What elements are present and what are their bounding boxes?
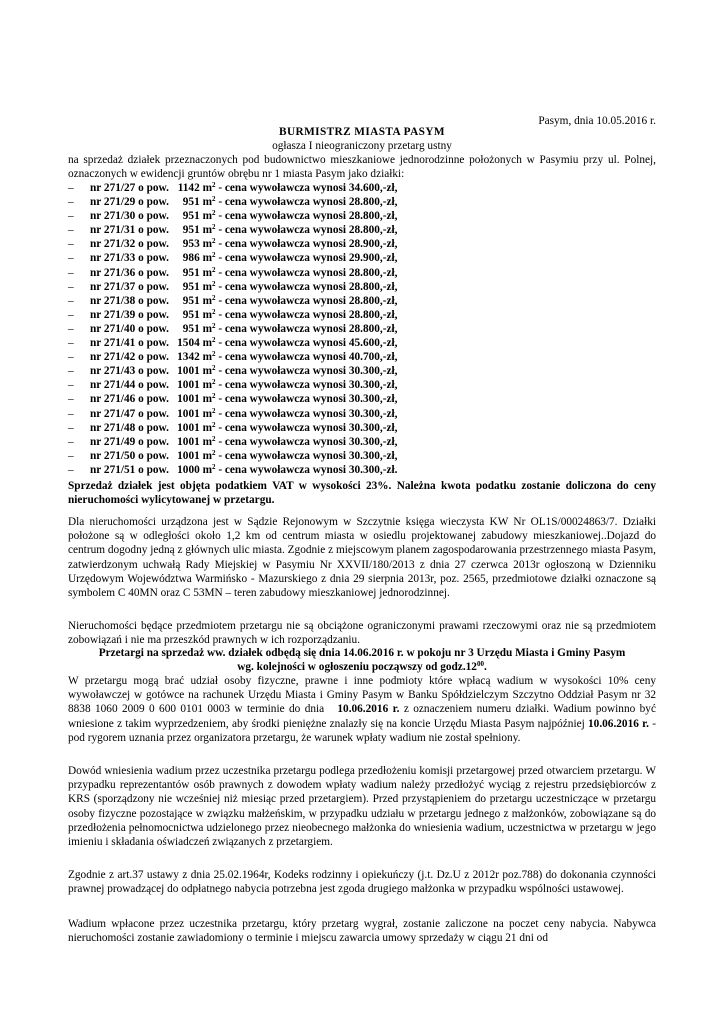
plot-price: 28.800,-zł, <box>348 308 398 321</box>
wadium-date-1: 10.06.2016 r. <box>337 703 400 716</box>
plot-number: nr 271/32 <box>90 238 136 251</box>
plot-price-label: - cena wywoławcza wynosi <box>218 252 347 265</box>
plot-number: nr 271/42 <box>90 351 136 364</box>
plot-number: nr 271/33 <box>90 252 136 265</box>
plot-area: 951 <box>182 224 200 237</box>
plot-area-prefix: o pow. <box>138 337 169 350</box>
plot-list <box>68 181 656 477</box>
plot-price: 28.800,-zł, <box>348 294 398 307</box>
plot-area: 986 <box>182 252 200 265</box>
plot-price: 30.300,-zł. <box>348 463 398 476</box>
plot-price: 45.600,-zł, <box>348 337 398 350</box>
plot-area-prefix: o pow. <box>138 224 169 237</box>
auction-announcement <box>68 646 656 674</box>
plot-price: 30.300,-zł, <box>348 435 398 448</box>
plot-price-label: - cena wywoławcza wynosi <box>218 196 347 209</box>
plot-number: nr 271/51 <box>90 463 136 476</box>
plot-price-label: - cena wywoławcza wynosi <box>218 294 347 307</box>
plot-text <box>90 280 397 294</box>
plot-price: 28.800,-zł, <box>348 196 398 209</box>
plot-item <box>68 463 656 477</box>
plot-item <box>68 195 656 209</box>
plot-price-label: - cena wywoławcza wynosi <box>218 210 347 223</box>
list-dash: – <box>68 449 74 462</box>
plot-area-prefix: o pow. <box>138 379 169 392</box>
plot-number: nr 271/31 <box>90 224 136 237</box>
plot-item <box>68 280 656 294</box>
proof-paragraph: Dowód wniesienia wadium przez uczestnika przetargu podlega przedłożeniu komisji przetargowej przed otwarciem przetargu. W przypadku reprezentantów osób prawnych z dowodem wpłaty wadium należy przedłożyć wyciąg z rejestru przedsiębiorców z KRS (sporządzony nie wcześniej niż miesiąc przed przetargiem). Przed przystąpieniem do przetargu uczestniczące w przetargu osoby fizyczne pozostające w związku małżeńskim, w przypadku udziału w przetargu jednego z małżonków, zobowiązane są do przedłożenia pełnomocnictwa udzielonego przez nieobecnego małżonka do wniesienia wadium, uczestnictwa w przetargu w jego imieniu i składania oświadczeń związanych z przetargiem. <box>68 765 656 849</box>
list-dash: – <box>68 407 74 420</box>
wadium-part-3: - pod rygorem uznania przez organizatora przetargu, że warunek wpłaty wadium nie został spełniony. <box>68 717 656 744</box>
plot-area-prefix: o pow. <box>138 294 169 307</box>
plot-number: nr 271/43 <box>90 365 136 378</box>
plot-price: 28.800,-zł, <box>348 280 398 293</box>
plot-text <box>90 294 397 308</box>
plot-area: 951 <box>182 308 200 321</box>
list-dash: – <box>68 393 74 406</box>
plot-area-unit: m <box>202 393 212 406</box>
plot-item <box>68 237 656 251</box>
plot-price: 29.900,-zł, <box>348 252 398 265</box>
plot-area: 1001 <box>177 407 200 420</box>
plot-price: 30.300,-zł, <box>348 393 398 406</box>
plot-text <box>90 322 397 336</box>
date-line: Pasym, dnia 10.05.2016 r. <box>538 115 656 127</box>
plot-area-unit-sup: 2 <box>211 209 216 218</box>
plot-area: 953 <box>182 238 200 251</box>
land-register-paragraph: Dla nieruchomości urządzona jest w Sądzie Rejonowym w Szczytnie księga wieczysta KW Nr OL1S/00024863/7. Działki położone są w odległości około 1,2 km od centrum miasta w osiedlu projektowanej zabudowy mieszkaniowej..Dojazd do centrum dogodny jedną z głównych ulic miasta. Zgodnie z miejscowym planem zagospodarowania przestrzennego miasta Pasym, zatwierdzonym uchwałą Rady Miejskiej w Pasymiu Nr XXVII/180/2013 z dnia 27 czerwca 2013r ogłoszoną w Dzienniku Urzędowym Województwa Warmińsko - Mazurskiego z dnia 29 sierpnia 2013r, poz. 2565, przedmiotowe działki oznaczone są symbolem C 40MN oraz C 53MN – teren zabudowy mieszkaniowej jednorodzinnej. <box>68 516 656 600</box>
article-paragraph: Zgodnie z art.37 ustawy z dnia 25.02.1964r, Kodeks rodzinny i opiekuńczy (j.t. Dz.U z 2012r poz.788) do dokonania czynności prawnej prowadzącej do odpłatnego nabycia potrzebna jest zgoda drugiego małżonka w przypadku wspólności ustawowej. <box>68 869 656 896</box>
plot-area-unit: m <box>202 337 212 350</box>
plot-area-unit: m <box>202 210 212 223</box>
plot-price: 28.800,-zł, <box>348 266 398 279</box>
list-dash: – <box>68 379 74 392</box>
plot-number: nr 271/49 <box>90 435 136 448</box>
plot-price: 28.800,-zł, <box>348 224 398 237</box>
plot-price: 30.300,-zł, <box>348 449 398 462</box>
plot-area-unit: m <box>202 238 212 251</box>
plot-number: nr 271/50 <box>90 449 136 462</box>
vat-note: Sprzedaż działek jest objęta podatkiem VAT w wysokości 23%. Należna kwota podatku zostanie doliczona do ceny nieruchomości wylicytowanej w przetargu. <box>68 480 656 507</box>
plot-item <box>68 294 656 308</box>
encumbrance-paragraph: Nieruchomości będące przedmiotem przetargu nie są obciążone ograniczonymi prawami rzeczowymi oraz nie są przedmiotem zobowiązań i nie ma przeszkód prawnych w ich rozporządzaniu. <box>68 620 656 647</box>
plot-area: 951 <box>182 210 200 223</box>
plot-area-unit-sup: 2 <box>211 420 216 429</box>
plot-number: nr 271/37 <box>90 280 136 293</box>
list-dash: – <box>68 435 74 448</box>
list-dash: – <box>68 224 74 237</box>
plot-price: 40.700,-zł, <box>348 351 398 364</box>
plot-area-unit-sup: 2 <box>211 462 216 471</box>
plot-price-label: - cena wywoławcza wynosi <box>218 337 347 350</box>
plot-area-unit-sup: 2 <box>211 350 216 359</box>
plot-text <box>90 195 397 209</box>
plot-price-label: - cena wywoławcza wynosi <box>218 407 347 420</box>
plot-area-unit: m <box>202 322 212 335</box>
plot-price-label: - cena wywoławcza wynosi <box>218 280 347 293</box>
list-dash: – <box>68 365 74 378</box>
plot-price-label: - cena wywoławcza wynosi <box>218 322 347 335</box>
plot-text <box>90 378 397 392</box>
wadium-date-2: 10.06.2016 r. <box>588 717 649 730</box>
plot-area-prefix: o pow. <box>138 238 169 251</box>
plot-area: 1000 <box>177 463 200 476</box>
plot-area-prefix: o pow. <box>138 322 169 335</box>
plot-text <box>90 209 397 223</box>
plot-text <box>90 336 397 350</box>
plot-price: 30.300,-zł, <box>348 407 398 420</box>
plot-price: 30.300,-zł, <box>348 379 398 392</box>
plot-price: 34.600,-zł, <box>348 182 398 194</box>
plot-area-unit-sup: 2 <box>211 392 216 401</box>
plot-area-unit-sup: 2 <box>211 293 216 302</box>
plot-price: 30.300,-zł, <box>348 421 398 434</box>
plot-item <box>68 407 656 421</box>
auction-line-2 <box>68 660 656 674</box>
list-dash: – <box>68 266 74 279</box>
plot-area-unit-sup: 2 <box>211 265 216 274</box>
plot-text <box>90 181 397 195</box>
plot-text <box>90 364 397 378</box>
list-dash: – <box>68 196 74 209</box>
plot-area-prefix: o pow. <box>138 182 169 194</box>
plot-area: 951 <box>182 196 200 209</box>
plot-area-unit-sup: 2 <box>211 279 216 288</box>
plot-number: nr 271/44 <box>90 379 136 392</box>
plot-item <box>68 308 656 322</box>
plot-text <box>90 392 397 406</box>
list-dash: – <box>68 210 74 223</box>
plot-area-unit: m <box>202 463 212 476</box>
plot-text <box>90 308 397 322</box>
plot-area-unit: m <box>202 449 212 462</box>
plot-area-unit: m <box>202 182 212 194</box>
plot-text <box>90 251 397 265</box>
plot-area: 1001 <box>177 435 200 448</box>
auction-line-end: . <box>483 661 487 674</box>
plot-price-label: - cena wywoławcza wynosi <box>218 365 347 378</box>
plot-area-unit: m <box>202 252 212 265</box>
plot-area-unit-sup: 2 <box>211 364 216 373</box>
plot-price-label: - cena wywoławcza wynosi <box>218 182 347 194</box>
auction-time-sup: 00 <box>476 660 484 669</box>
plot-item <box>68 449 656 463</box>
plot-text <box>90 421 397 435</box>
wadium-part-2: z oznaczeniem numeru działki. Wadium powinno być wniesione z takim wyprzedzeniem, aby środki pieniężne znalazły się na koncie Urzędu Miasta Pasym najpóźniej <box>68 703 656 730</box>
plot-price-label: - cena wywoławcza wynosi <box>218 308 347 321</box>
plot-area-prefix: o pow. <box>138 280 169 293</box>
plot-number: nr 271/36 <box>90 266 136 279</box>
plot-number: nr 271/30 <box>90 210 136 223</box>
plot-text <box>90 463 397 477</box>
plot-area: 1342 <box>177 351 200 364</box>
plot-number: nr 271/46 <box>90 393 136 406</box>
list-dash: – <box>68 351 74 364</box>
intro-paragraph: na sprzedaż działek przeznaczonych pod budownictwo mieszkaniowe jednorodzinne położonych w Pasymiu przy ul. Polnej, oznaczonych w ewidencji gruntów obrębu nr 1 miasta Pasym jako działki: <box>68 154 656 181</box>
plot-area: 1142 <box>177 182 200 194</box>
plot-area-unit: m <box>202 280 212 293</box>
plot-area-prefix: o pow. <box>138 266 169 279</box>
plot-area-unit: m <box>202 365 212 378</box>
plot-area-prefix: o pow. <box>138 196 169 209</box>
plot-area-unit-sup: 2 <box>211 237 216 246</box>
plot-area-prefix: o pow. <box>138 351 169 364</box>
plot-price: 28.800,-zł, <box>348 322 398 335</box>
plot-item <box>68 181 656 195</box>
plot-area-unit: m <box>202 407 212 420</box>
plot-price-label: - cena wywoławcza wynosi <box>218 266 347 279</box>
list-dash: – <box>68 280 74 293</box>
plot-number: nr 271/39 <box>90 308 136 321</box>
plot-area-prefix: o pow. <box>138 210 169 223</box>
plot-number: nr 271/40 <box>90 322 136 335</box>
plot-area-unit-sup: 2 <box>211 336 216 345</box>
plot-area: 1001 <box>177 393 200 406</box>
plot-area-unit: m <box>202 421 212 434</box>
plot-area-unit: m <box>202 435 212 448</box>
plot-item <box>68 350 656 364</box>
plot-number: nr 271/27 <box>90 182 136 194</box>
plot-number: nr 271/41 <box>90 337 136 350</box>
plot-area-prefix: o pow. <box>138 308 169 321</box>
plot-number: nr 271/48 <box>90 421 136 434</box>
plot-number: nr 271/38 <box>90 294 136 307</box>
plot-area: 1001 <box>177 449 200 462</box>
closing-paragraph: Wadium wpłacone przez uczestnika przetargu, który przetarg wygrał, zostanie zaliczone na poczet ceny nabycia. Nabywca nieruchomości zostanie zawiadomiony o terminie i miejscu zawarcia umowy sprzedaży w ciągu 21 dni od <box>68 918 656 945</box>
plot-area-unit-sup: 2 <box>211 406 216 415</box>
plot-area-unit: m <box>202 196 212 209</box>
plot-area: 951 <box>182 322 200 335</box>
plot-area-unit: m <box>202 266 212 279</box>
plot-price: 30.300,-zł, <box>348 365 398 378</box>
plot-item <box>68 336 656 350</box>
plot-price-label: - cena wywoławcza wynosi <box>218 393 347 406</box>
plot-area-prefix: o pow. <box>138 407 169 420</box>
plot-price-label: - cena wywoławcza wynosi <box>218 379 347 392</box>
plot-item <box>68 421 656 435</box>
list-dash: – <box>68 421 74 434</box>
plot-price: 28.900,-zł, <box>348 238 398 251</box>
plot-price-label: - cena wywoławcza wynosi <box>218 435 347 448</box>
plot-area-prefix: o pow. <box>138 365 169 378</box>
plot-area-unit-sup: 2 <box>211 378 216 387</box>
plot-price-label: - cena wywoławcza wynosi <box>218 238 347 251</box>
auction-line-2-text: wg. kolejności w ogłoszeniu począwszy od godz.12 <box>237 661 477 674</box>
plot-area-unit-sup: 2 <box>211 448 216 457</box>
wadium-paragraph <box>68 674 656 745</box>
plot-item <box>68 209 656 223</box>
plot-area-unit-sup: 2 <box>211 181 216 189</box>
plot-price-label: - cena wywoławcza wynosi <box>218 351 347 364</box>
list-dash: – <box>68 294 74 307</box>
plot-area: 1504 <box>177 337 200 350</box>
document-title: BURMISTRZ MIASTA PASYM <box>279 126 445 138</box>
plot-area-prefix: o pow. <box>138 421 169 434</box>
plot-item <box>68 435 656 449</box>
plot-text <box>90 449 397 463</box>
plot-area-unit: m <box>202 351 212 364</box>
list-dash: – <box>68 182 74 194</box>
list-dash: – <box>68 308 74 321</box>
plot-item <box>68 378 656 392</box>
list-dash: – <box>68 252 74 265</box>
plot-item <box>68 322 656 336</box>
list-dash: – <box>68 463 74 476</box>
plot-area: 1001 <box>177 421 200 434</box>
plot-item <box>68 266 656 280</box>
plot-price-label: - cena wywoławcza wynosi <box>218 421 347 434</box>
plot-text <box>90 223 397 237</box>
plot-item <box>68 364 656 378</box>
plot-area-prefix: o pow. <box>138 393 169 406</box>
plot-item <box>68 392 656 406</box>
plot-area: 1001 <box>177 379 200 392</box>
plot-text <box>90 350 397 364</box>
plot-area-prefix: o pow. <box>138 435 169 448</box>
plot-area: 1001 <box>177 365 200 378</box>
plot-price-label: - cena wywoławcza wynosi <box>218 449 347 462</box>
plot-text <box>90 435 397 449</box>
plot-text <box>90 266 397 280</box>
plot-area-unit-sup: 2 <box>211 434 216 443</box>
plot-area-unit: m <box>202 224 212 237</box>
plot-area-prefix: o pow. <box>138 463 169 476</box>
plot-item <box>68 223 656 237</box>
plot-text <box>90 237 397 251</box>
plot-area-unit-sup: 2 <box>211 223 216 232</box>
plot-area: 951 <box>182 280 200 293</box>
plot-area-unit-sup: 2 <box>211 251 216 260</box>
plot-area-prefix: o pow. <box>138 449 169 462</box>
plot-number: nr 271/29 <box>90 196 136 209</box>
plot-area: 951 <box>182 294 200 307</box>
plot-area-unit-sup: 2 <box>211 195 216 204</box>
plot-text <box>90 407 397 421</box>
plot-area-unit: m <box>202 294 212 307</box>
plot-number: nr 271/47 <box>90 407 136 420</box>
plot-area-unit-sup: 2 <box>211 307 216 316</box>
plot-area-unit-sup: 2 <box>211 321 216 330</box>
list-dash: – <box>68 322 74 335</box>
document-subtitle: ogłasza I nieograniczony przetarg ustny <box>272 140 452 152</box>
plot-item <box>68 251 656 265</box>
wadium-part-1: W przetargu mogą brać udział osoby fizyczne, prawne i inne podmioty które wpłacą wadium w wysokości 10% ceny wywoławczej w gotówce na rachunek Urzędu Miasta i Gminy Pasym w Banku Spółdzielczym Szczytno Oddział Pasym nr 32 8838 1060 2009 0 600 0101 0003 w terminie do dnia <box>68 675 656 716</box>
auction-line-1: Przetargi na sprzedaż ww. działek odbędą się dnia 14.06.2016 r. w pokoju nr 3 Urzędu Miasta i Gminy Pasym <box>98 647 626 659</box>
list-dash: – <box>68 238 74 251</box>
plot-area-unit: m <box>202 379 212 392</box>
plot-price: 28.800,-zł, <box>348 210 398 223</box>
plot-price-label: - cena wywoławcza wynosi <box>218 463 347 476</box>
plot-price-label: - cena wywoławcza wynosi <box>218 224 347 237</box>
list-dash: – <box>68 337 74 350</box>
plot-area-prefix: o pow. <box>138 252 169 265</box>
plot-area-unit: m <box>202 308 212 321</box>
plot-area: 951 <box>182 266 200 279</box>
